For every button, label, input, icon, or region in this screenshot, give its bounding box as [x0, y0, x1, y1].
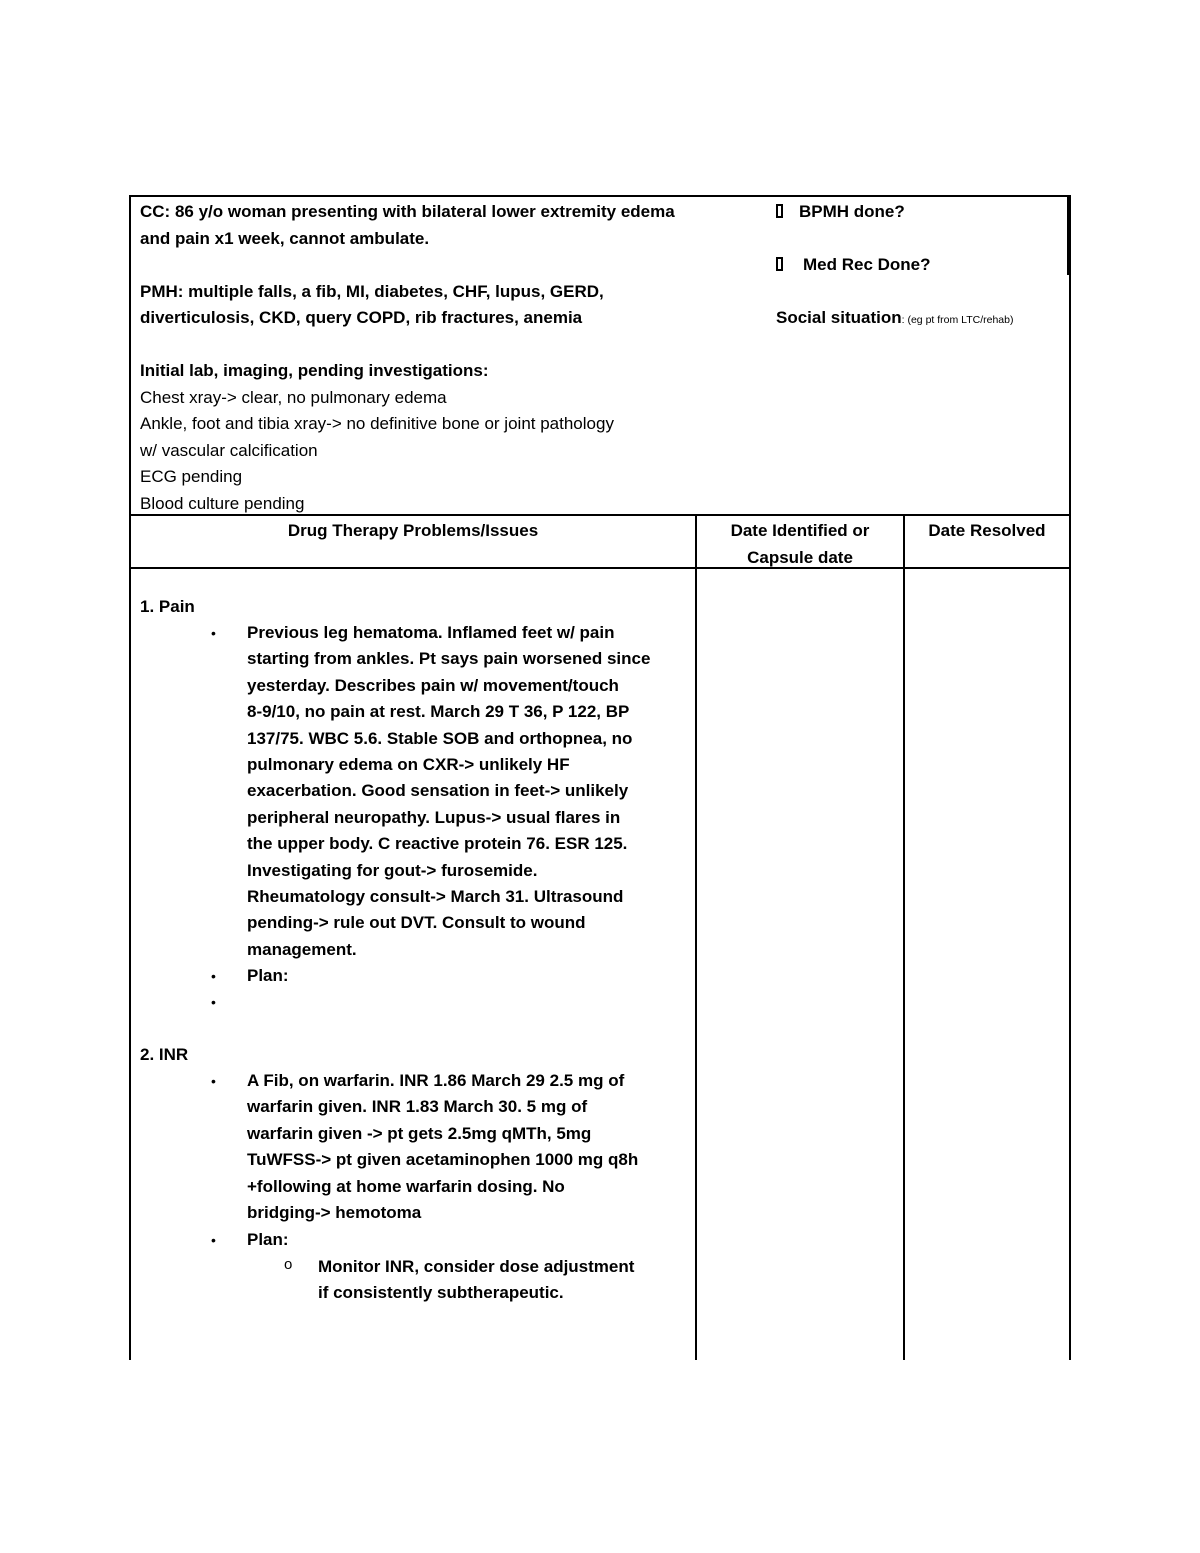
- col-header-date-identified: [697, 517, 903, 571]
- medrec-checkbox[interactable]: [776, 257, 783, 271]
- table-top-border: [129, 514, 1071, 516]
- problem-1-title: 1. Pain: [140, 597, 195, 616]
- investigation-item: Chest xray-> clear, no pulmonary edema: [140, 387, 447, 407]
- header-right-border: [1067, 195, 1071, 275]
- social-situation-label: Social situation: [776, 308, 902, 327]
- col-header-problems: Drug Therapy Problems/Issues: [287, 521, 539, 540]
- social-row: [776, 305, 1066, 334]
- investigation-item: w/ vascular calcification: [140, 440, 318, 460]
- medrec-label: Med Rec Done?: [803, 255, 931, 274]
- pmh-line-2: diverticulosis, CKD, query COPD, rib fractures, anemia: [140, 308, 583, 327]
- initial-investigations-heading: Initial lab, imaging, pending investigations:: [140, 361, 489, 380]
- problem-1-line: peripheral neuropathy. Lupus-> usual flares in: [247, 807, 621, 827]
- cc-line-2: and pain x1 week, cannot ambulate.: [140, 228, 430, 248]
- problem-1-line: pending-> rule out DVT. Consult to wound: [247, 913, 586, 933]
- problem-1-line: starting from ankles. Pt says pain worsened since: [247, 649, 651, 669]
- bullet-icon: •: [211, 968, 216, 984]
- pmh-line-1: PMH: multiple falls, a fib, MI, diabetes, CHF, lupus, GERD,: [140, 281, 604, 301]
- bpmh-checkbox[interactable]: [776, 204, 783, 218]
- problem-2-plan-line: if consistently subtherapeutic.: [318, 1283, 564, 1303]
- problem-2-plan-line: Monitor INR, consider dose adjustment: [318, 1257, 635, 1276]
- problem-2-assessment: [247, 1068, 695, 1226]
- problem-2-line: bridging-> hemotoma: [247, 1203, 422, 1223]
- bullet-icon: •: [211, 1073, 216, 1089]
- bullet-icon: •: [211, 625, 216, 641]
- problem-2-title: 2. INR: [140, 1045, 189, 1064]
- bullet-icon: •: [211, 994, 216, 1010]
- problem-2-line: warfarin given -> pt gets 2.5mg qMTh, 5mg: [247, 1123, 592, 1143]
- medrec-row: [776, 252, 1066, 279]
- table-left-border: [129, 514, 131, 1360]
- table-header-bottom-border: [129, 567, 1071, 569]
- table-col-divider-2: [903, 514, 905, 1360]
- problem-2-plan-item: [318, 1254, 695, 1307]
- table-col-divider-1: [695, 514, 697, 1360]
- problem-1-line: Rheumatology consult-> March 31. Ultrasound: [247, 887, 624, 907]
- header-right-column: [776, 199, 1066, 334]
- problem-2-line: warfarin given. INR 1.83 March 30. 5 mg of: [247, 1097, 588, 1117]
- problem-1-line: 137/75. WBC 5.6. Stable SOB and orthopnea, no: [247, 728, 633, 748]
- problem-1-line: the upper body. C reactive protein 76. ESR 125.: [247, 834, 628, 854]
- problem-1-line: pulmonary edema on CXR-> unlikely HF: [247, 755, 570, 775]
- problem-1-plan-label: Plan:: [247, 966, 289, 985]
- problem-1-line: exacerbation. Good sensation in feet-> unlikely: [247, 781, 629, 801]
- problem-1-line: Previous leg hematoma. Inflamed feet w/ pain: [247, 623, 615, 642]
- investigation-item: Blood culture pending: [140, 493, 305, 513]
- bpmh-row: [776, 199, 1066, 226]
- problem-2-plan-label: Plan:: [247, 1230, 289, 1249]
- problem-1-assessment: [247, 620, 695, 963]
- col-header-date-identified-line1: Date Identified or: [730, 521, 870, 540]
- cc-line-1: CC: 86 y/o woman presenting with bilateral lower extremity edema: [140, 202, 675, 221]
- problem-2-line: TuWFSS-> pt given acetaminophen 1000 mg q8h: [247, 1150, 639, 1170]
- investigation-item: ECG pending: [140, 467, 243, 486]
- col-header-date-identified-line2: Capsule date: [747, 548, 853, 567]
- header-right-border-lower: [1069, 275, 1071, 515]
- header-left-column: [140, 199, 760, 517]
- sub-bullet-icon: o: [284, 1256, 293, 1273]
- social-situation-hint: : (eg pt from LTC/rehab): [901, 314, 1014, 326]
- investigation-item: Ankle, foot and tibia xray-> no definitive bone or joint pathology: [140, 414, 614, 433]
- problem-1-line: yesterday. Describes pain w/ movement/touch: [247, 675, 619, 695]
- bpmh-label: BPMH done?: [799, 202, 905, 221]
- problem-1-line: Investigating for gout-> furosemide.: [247, 860, 538, 880]
- problem-1-line: 8-9/10, no pain at rest. March 29 T 36, P 122, BP: [247, 702, 630, 722]
- bullet-icon: •: [211, 1232, 216, 1248]
- col-header-date-resolved: Date Resolved: [928, 521, 1046, 540]
- problem-2-line: +following at home warfarin dosing. No: [247, 1176, 565, 1196]
- problem-1-line: management.: [247, 939, 357, 959]
- table-right-border: [1069, 514, 1071, 1360]
- problem-2-line: A Fib, on warfarin. INR 1.86 March 29 2.5 mg of: [247, 1071, 625, 1090]
